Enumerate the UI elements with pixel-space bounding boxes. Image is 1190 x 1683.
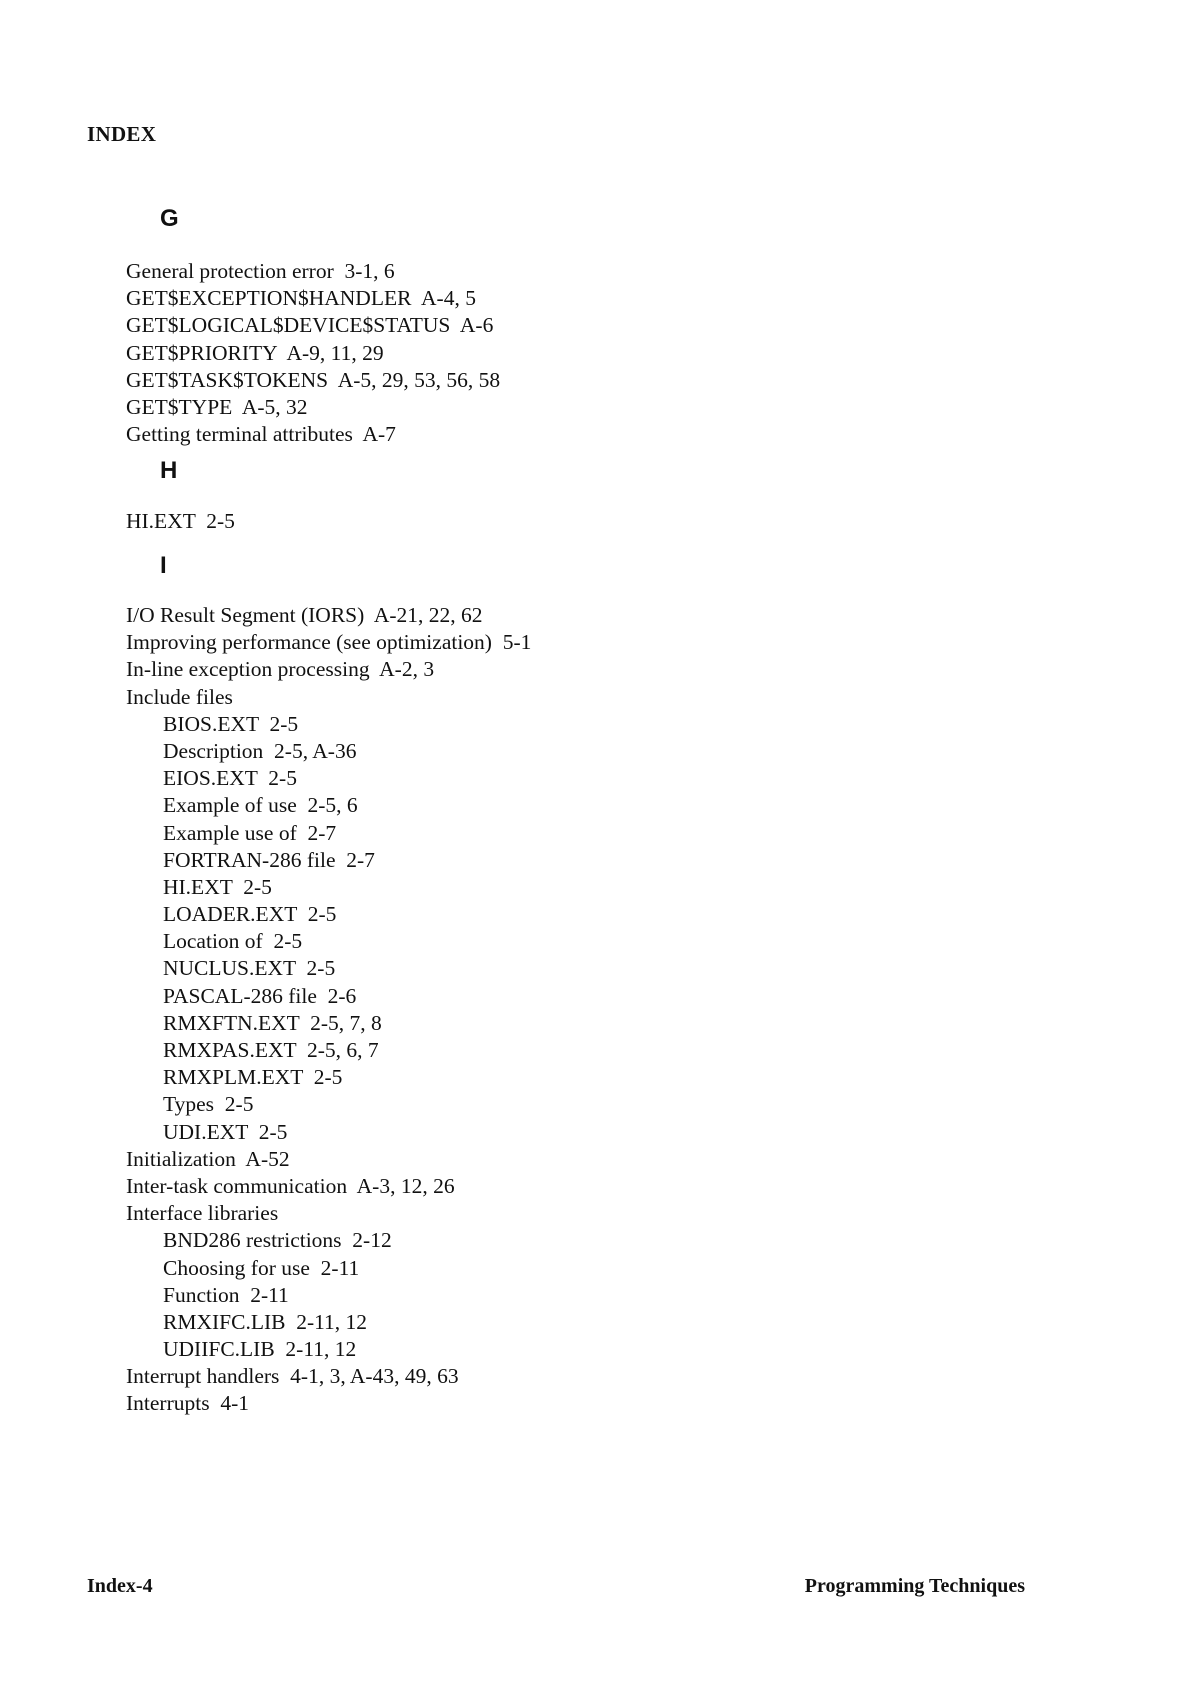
index-subentry: LOADER.EXT 2-5 bbox=[163, 902, 337, 927]
index-subentry: Description 2-5, A-36 bbox=[163, 738, 357, 763]
index-list-h bbox=[126, 508, 235, 535]
index-subentry: HI.EXT 2-5 bbox=[163, 874, 272, 899]
index-entry: HI.EXT 2-5 bbox=[126, 509, 235, 533]
index-subentry: PASCAL-286 file 2-6 bbox=[163, 983, 357, 1008]
index-list-g bbox=[126, 258, 500, 448]
index-entry: I/O Result Segment (IORS) A-21, 22, 62 bbox=[126, 603, 483, 627]
index-entry: Interrupt handlers 4-1, 3, A-43, 49, 63 bbox=[126, 1364, 459, 1389]
section-letter-h: H bbox=[160, 457, 178, 484]
index-entry: Improving performance (see optimization) 5-1 bbox=[126, 630, 532, 655]
index-entry: Initialization A-52 bbox=[126, 1146, 290, 1171]
section-letter-i: I bbox=[160, 552, 167, 579]
index-subentry: UDIIFC.LIB 2-11, 12 bbox=[163, 1337, 357, 1362]
index-subentry: RMXPLM.EXT 2-5 bbox=[163, 1065, 343, 1090]
page-header: INDEX bbox=[87, 122, 157, 146]
page-number: Index-4 bbox=[87, 1575, 153, 1597]
index-entry: GET$TASK$TOKENS A-5, 29, 53, 56, 58 bbox=[126, 367, 501, 392]
index-subentry: RMXFTN.EXT 2-5, 7, 8 bbox=[163, 1010, 382, 1035]
index-subentry: BIOS.EXT 2-5 bbox=[163, 711, 299, 736]
index-subentry: Location of 2-5 bbox=[163, 929, 303, 954]
index-subentry: BND286 restrictions 2-12 bbox=[163, 1228, 392, 1253]
index-entry: Include files bbox=[126, 684, 233, 709]
index-subentry: FORTRAN-286 file 2-7 bbox=[163, 847, 375, 872]
index-subentry: UDI.EXT 2-5 bbox=[163, 1119, 288, 1144]
index-subentry: Example of use 2-5, 6 bbox=[163, 793, 358, 818]
index-entry: GET$EXCEPTION$HANDLER A-4, 5 bbox=[126, 286, 476, 311]
index-subentry: Example use of 2-7 bbox=[163, 820, 337, 845]
index-subentry: Types 2-5 bbox=[163, 1092, 254, 1117]
index-subentry: RMXIFC.LIB 2-11, 12 bbox=[163, 1309, 368, 1334]
index-subentry: EIOS.EXT 2-5 bbox=[163, 766, 297, 791]
index-entry: GET$PRIORITY A-9, 11, 29 bbox=[126, 340, 384, 365]
index-entry: Interface libraries bbox=[126, 1201, 279, 1226]
index-entry: In-line exception processing A-2, 3 bbox=[126, 657, 435, 682]
index-entry: Getting terminal attributes A-7 bbox=[126, 422, 396, 447]
index-entry: GET$LOGICAL$DEVICE$STATUS A-6 bbox=[126, 313, 494, 338]
index-entry: GET$TYPE A-5, 32 bbox=[126, 394, 308, 419]
book-title: Programming Techniques bbox=[804, 1575, 1025, 1597]
index-subentry: RMXPAS.EXT 2-5, 6, 7 bbox=[163, 1038, 379, 1062]
index-subentry: Choosing for use 2-11 bbox=[163, 1255, 360, 1280]
index-list-i bbox=[126, 602, 531, 1418]
section-letter-g: G bbox=[160, 205, 179, 232]
index-subentry: Function 2-11 bbox=[163, 1282, 289, 1307]
index-entry: Interrupts 4-1 bbox=[126, 1391, 249, 1416]
index-entry: Inter-task communication A-3, 12, 26 bbox=[126, 1173, 455, 1198]
index-entry: General protection error 3-1, 6 bbox=[126, 259, 395, 283]
index-subentry: NUCLUS.EXT 2-5 bbox=[163, 956, 336, 981]
